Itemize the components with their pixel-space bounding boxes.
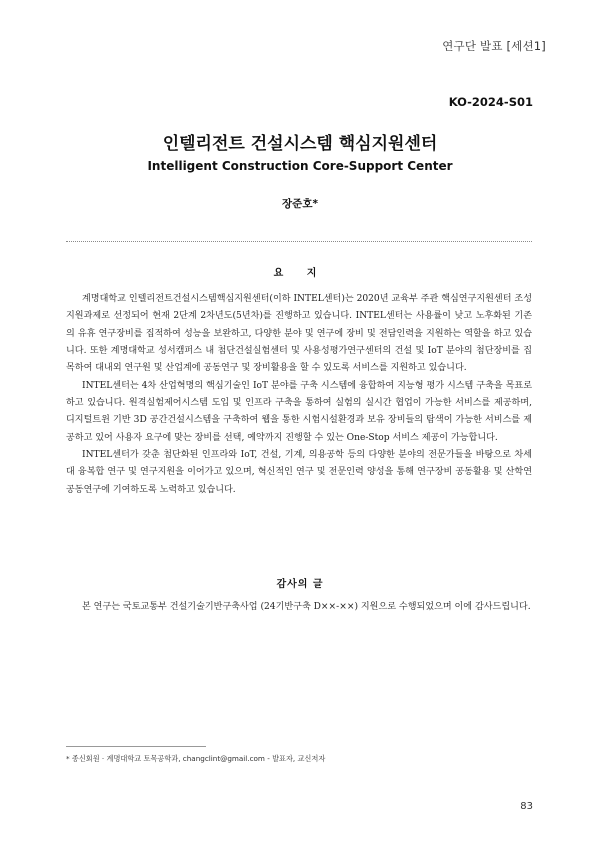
abstract-paragraph-2: INTEL센터는 4차 산업혁명의 핵심기술인 IoT 분야를 구축 시스템에 융합하여 지능형 평가 시스템 구축을 목표로 하고 있습니다. 원격실험제어시스템 도입 및 인프라 구축을 통하여 실험의 실시간 협업이 가능한 서비스를 제공하며, 디지털트윈 기반 3D 공간건설시스템을 구축하여 웹을 통한 시험시설환경과 보유 장비들의 탐색이 가능한 서비스를 제공하고 있어 사용자 요구에 맞는 장비를 선택, 예약까지 진행할 수 있는 One-Stop 서비스 제공이 가능합니다. — [66, 380, 532, 443]
page-number: 83 — [520, 801, 533, 812]
acknowledgement-heading: 감사의 글 — [276, 579, 324, 590]
acknowledgement-body — [66, 599, 532, 616]
footnote-divider — [66, 746, 206, 747]
abstract-paragraph-1: 계명대학교 인텔리전트건설시스템핵심지원센터(이하 INTEL센터)는 2020년 교육부 주관 핵심연구지원센터 조성지원과제로 선정되어 현재 2단계 2차년도(5년차)를 진행하고 있습니다. INTEL센터는 사용률이 낮고 노후화된 기존의 유휴 연구장비를 집적하여 성능을 보완하고, 다양한 분야 및 연구에 장비 및 전담인력을 지원하는 역할을 하고 있습니다. 또한 계명대학교 성서캠퍼스 내 첨단건설실험센터 및 사용성평가연구센터의 건설 및 IoT 분야의 첨단장비를 집목하여 대내외 연구원 및 산업계에 공동연구 및 장비활용을 할 수 있도록 서비스를 지원하고 있습니다. — [66, 294, 532, 374]
abstract-heading: 요 지 — [273, 268, 327, 279]
author-name: 장준호* — [282, 198, 318, 210]
acknowledgement-paragraph: 본 연구는 국토교통부 건설기술기반구축사업 (24기반구축 D××-××) 지원으로 수행되었으며 이에 감사드립니다. — [82, 602, 531, 612]
abstract-body — [66, 291, 532, 499]
title-english: Intelligent Construction Core-Support Center — [147, 159, 453, 173]
title-korean: 인텔리전트 건설시스템 핵심지원센터 — [162, 134, 438, 154]
session-tag: 연구단 발표 [세션1] — [442, 39, 546, 53]
document-code: KO-2024-S01 — [448, 95, 533, 109]
author-footnote: * 종신회원 · 계명대학교 토목공학과, changclint@gmail.com - 발표자, 교신저자 — [66, 754, 326, 763]
abstract-paragraph-3: INTEL센터가 갖춘 첨단화된 인프라와 IoT, 건설, 기계, 의용공학 등의 다양한 분야의 전문가들을 바탕으로 차세대 융복합 연구 및 연구지원을 이어가고 있으며, 혁신적인 연구 및 전문인력 양성을 통해 연구장비 공동활용 및 산학연 공동연구에 기여하도록 노력하고 있습니다. — [66, 450, 532, 495]
section-divider — [66, 241, 532, 242]
